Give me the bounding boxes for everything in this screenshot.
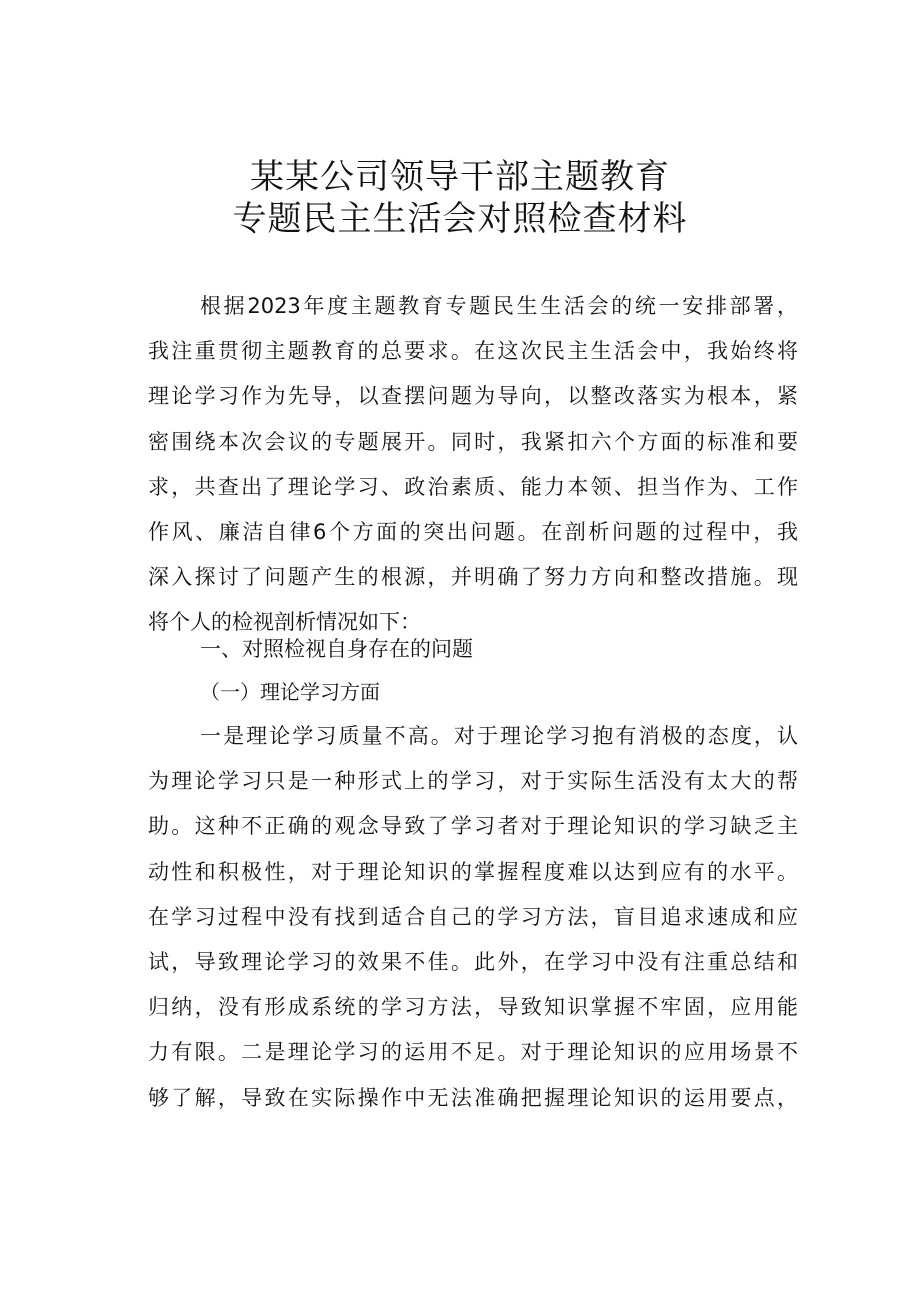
intro-paragraph bbox=[148, 284, 798, 646]
intro-line: 求，共查出了理论学习、政治素质、能力本领、担当作为、工作 bbox=[148, 474, 798, 499]
intro-line: 理论学习作为先导，以查摆问题为导向，以整改落实为根本，紧 bbox=[148, 384, 798, 409]
paragraph-line: 归纳，没有形成系统的学习方法，导致知识掌握不牢固，应用能 bbox=[148, 995, 798, 1020]
paragraph-line: 一是理论学习质量不高。对于理论学习抱有消极的态度，认 bbox=[200, 724, 798, 748]
paragraph-line: 助。这种不正确的观念导致了学习者对于理论知识的学习缺乏主 bbox=[148, 814, 798, 839]
intro-line: 根据2023年度主题教育专题民生生活会的统一安排部署， bbox=[200, 294, 798, 318]
intro-line: 作风、廉洁自律6个方面的突出问题。在剖析问题的过程中，我 bbox=[148, 519, 798, 544]
paragraph-line: 试，导致理论学习的效果不佳。此外，在学习中没有注重总结和 bbox=[148, 949, 798, 974]
document-title-line-2: 专题民主生活会对照检查材料 bbox=[232, 199, 688, 239]
document-title-line-1: 某某公司领导干部主题教育 bbox=[250, 157, 670, 197]
paragraph-line: 为理论学习只是一种形式上的学习，对于实际生活没有太大的帮 bbox=[148, 769, 798, 794]
section-heading-1: 一、对照检视自身存在的问题 bbox=[200, 638, 473, 661]
intro-line: 密围绕本次会议的专题展开。同时，我紧扣六个方面的标准和要 bbox=[148, 429, 798, 454]
intro-line: 深入探讨了问题产生的根源，并明确了努力方向和整改措施。现 bbox=[148, 565, 798, 590]
subsection-heading-1: （一）理论学习方面 bbox=[200, 680, 380, 704]
paragraph-line: 动性和积极性，对于理论知识的掌握程度难以达到应有的水平。 bbox=[148, 859, 798, 884]
intro-line: 我注重贯彻主题教育的总要求。在这次民主生活会中，我始终将 bbox=[148, 339, 798, 364]
intro-line: 将个人的检视剖析情况如下： bbox=[148, 610, 421, 635]
paragraph-line: 够了解，导致在实际操作中无法准确把握理论知识的运用要点， bbox=[148, 1085, 798, 1110]
theory-study-paragraph bbox=[148, 714, 798, 1121]
paragraph-line: 在学习过程中没有找到适合自己的学习方法，盲目追求速成和应 bbox=[148, 904, 798, 929]
paragraph-line: 力有限。二是理论学习的运用不足。对于理论知识的应用场景不 bbox=[148, 1040, 798, 1065]
